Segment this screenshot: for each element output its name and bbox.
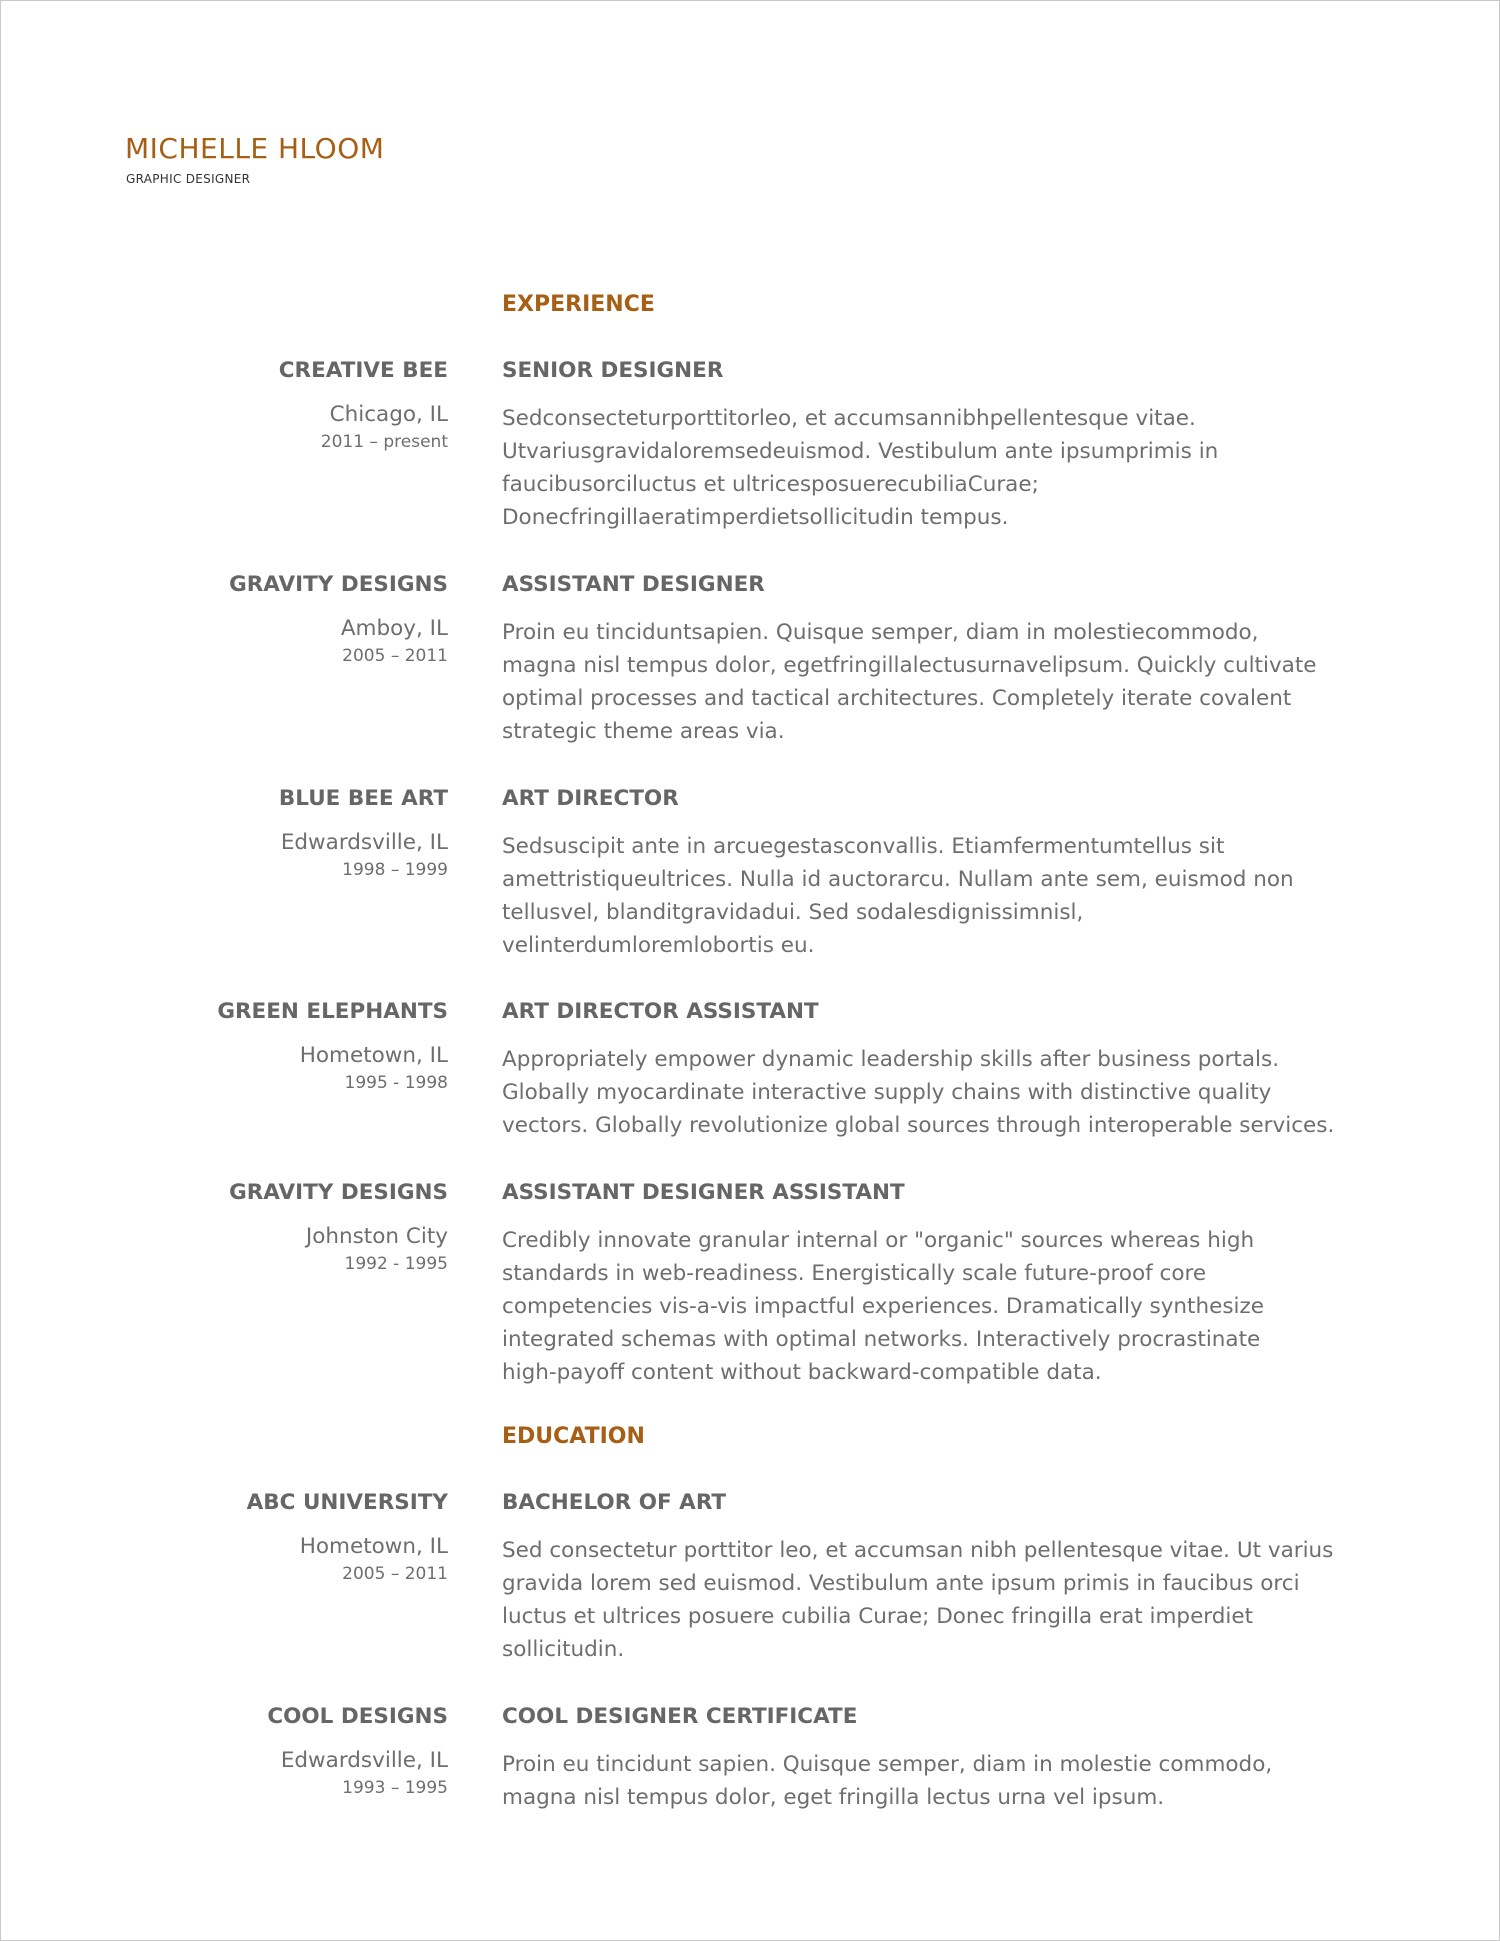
entry-details — [502, 1704, 1372, 1814]
entry-location: Amboy, IL — [340, 615, 448, 641]
entry-meta — [88, 1180, 448, 1274]
entry-dates: 2011 – present — [320, 431, 448, 452]
entry-role: ART DIRECTOR — [502, 786, 679, 811]
entry-organization: GRAVITY DESIGNS — [229, 1180, 448, 1205]
entry-description: Sedsuscipit ante in arcuegestasconvallis. Etiamfermentumtellus sit amettristiqueultrices. Nulla id auctorarcu. Nullam ante sem, euismod non tellusvel, blanditgravidadui. Sed sodalesdignissimnisl, velinterdumloremlobortis eu. — [502, 833, 1294, 958]
entry-details — [502, 1180, 1372, 1389]
entry-dates: 1998 – 1999 — [342, 859, 448, 880]
entry-role: SENIOR DESIGNER — [502, 358, 724, 383]
entry-organization: BLUE BEE ART — [278, 786, 448, 811]
entry-location: Hometown, IL — [299, 1042, 448, 1068]
entry-location: Edwardsville, IL — [280, 1747, 448, 1773]
entry-role: ASSISTANT DESIGNER ASSISTANT — [502, 1180, 905, 1205]
entry-dates: 1995 - 1998 — [344, 1072, 448, 1093]
entry-location: Johnston City — [305, 1223, 448, 1249]
entry-organization: COOL DESIGNS — [267, 1704, 448, 1729]
entry-meta — [88, 999, 448, 1093]
entry-role: COOL DESIGNER CERTIFICATE — [502, 1704, 858, 1729]
entry-meta — [88, 572, 448, 666]
entry-role: BACHELOR OF ART — [502, 1490, 727, 1515]
entry-description: Credibly innovate granular internal or "organic" sources whereas high standards in web-readiness. Energistically scale future-proof core competencies vis-a-vis impactful experiences. Dramatically synthesize integrated schemas with optimal networks. Interactively procrastinate high-payoff content without backward-compatible data. — [502, 1227, 1265, 1385]
entry-meta — [88, 1704, 448, 1798]
entry-description: Sed consectetur porttitor leo, et accumsan nibh pellentesque vitae. Ut varius gravida lorem sed euismod. Vestibulum ante ipsum primis in faucibus orci luctus et ultrices posuere cubilia Curae; Donec fringilla erat imperdiet sollicitudin. — [502, 1537, 1334, 1662]
entry-details — [502, 999, 1372, 1142]
entry-details — [502, 572, 1372, 748]
entry-dates: 1993 – 1995 — [342, 1777, 448, 1798]
entry-details — [502, 786, 1372, 962]
education-heading: EDUCATION — [502, 1424, 645, 1449]
entry-organization: ABC UNIVERSITY — [246, 1490, 448, 1515]
experience-heading: EXPERIENCE — [502, 292, 655, 317]
entry-dates: 2005 – 2011 — [342, 645, 448, 666]
entry-meta — [88, 1490, 448, 1584]
entry-location: Hometown, IL — [299, 1533, 448, 1559]
entry-details — [502, 358, 1372, 534]
entry-organization: GREEN ELEPHANTS — [217, 999, 448, 1024]
entry-description: Appropriately empower dynamic leadership skills after business portals. Globally myocardinate interactive supply chains with distinctive quality vectors. Globally revolutionize global sources through interoperable services. — [502, 1046, 1335, 1138]
resume-name: MICHELLE HLOOM — [125, 132, 385, 165]
entry-meta — [88, 786, 448, 880]
entry-location: Edwardsville, IL — [280, 829, 448, 855]
entry-dates: 1992 - 1995 — [344, 1253, 448, 1274]
entry-description: Proin eu tincidunt sapien. Quisque semper, diam in molestie commodo, magna nisl tempus dolor, eget fringilla lectus urna vel ipsum. — [502, 1751, 1273, 1810]
entry-role: ART DIRECTOR ASSISTANT — [502, 999, 819, 1024]
entry-description: Proin eu tinciduntsapien. Quisque semper, diam in molestiecommodo, magna nisl tempus dolor, egetfringillalectusurnavelipsum. Quickly cultivate optimal processes and tactical architectures. Completely iterate covalent strategic theme areas via. — [502, 619, 1317, 744]
entry-details — [502, 1490, 1372, 1666]
entry-location: Chicago, IL — [329, 401, 448, 427]
entry-description: Sedconsecteturporttitorleo, et accumsannibhpellentesque vitae. Utvariusgravidaloremsedeuismod. Vestibulum ante ipsumprimis in faucibusorciluctus et ultricesposuerecubiliaCurae; Donecfringillaeratimperdietsollicitudin tempus. — [502, 405, 1219, 530]
entry-organization: GRAVITY DESIGNS — [229, 572, 448, 597]
entry-dates: 2005 – 2011 — [342, 1563, 448, 1584]
entry-organization: CREATIVE BEE — [278, 358, 448, 383]
entry-meta — [88, 358, 448, 452]
entry-role: ASSISTANT DESIGNER — [502, 572, 765, 597]
resume-job-title: GRAPHIC DESIGNER — [126, 172, 251, 186]
